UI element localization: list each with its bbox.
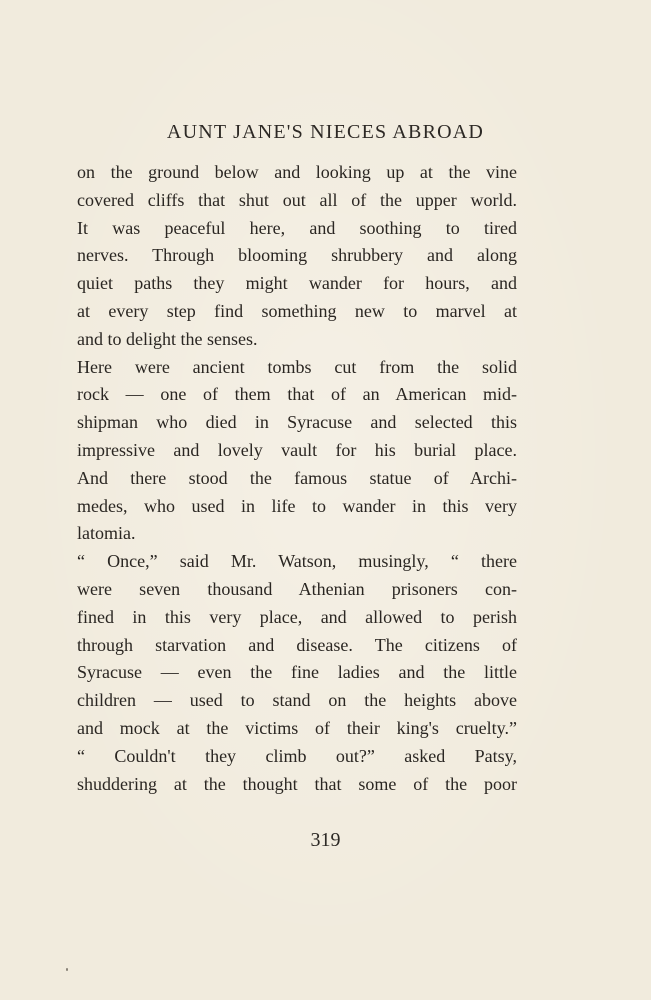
text-line: rock — one of them that of an American mid- [77, 384, 517, 405]
text-line: Syracuse — even the fine ladies and the little [77, 662, 517, 683]
text-line: quiet paths they might wander for hours, and [77, 273, 517, 294]
text-line: shipman who died in Syracuse and selected this [77, 412, 517, 433]
paper-speck [66, 968, 68, 971]
text-line: on the ground below and looking up at the vine [77, 162, 517, 182]
text-line: impressive and lovely vault for his burial place. [77, 439, 517, 460]
text-line: nerves. Through blooming shrubbery and along [77, 245, 517, 266]
text-line: latomia. [77, 523, 136, 544]
text-line: covered cliffs that shut out all of the upper world. [77, 189, 517, 210]
text-line: and to delight the senses. [77, 328, 258, 349]
page-number: 319 [310, 829, 341, 851]
body-text [77, 159, 517, 798]
text-line: It was peaceful here, and soothing to tired [77, 217, 517, 238]
text-line: at every step find something new to marvel at [77, 300, 517, 321]
text-line: “ Couldn't they climb out?” asked Patsy, [77, 745, 517, 766]
text-line: through starvation and disease. The citizens of [77, 634, 517, 655]
text-line: fined in this very place, and allowed to perish [77, 606, 517, 627]
text-line: “ Once,” said Mr. Watson, musingly, “ there [77, 551, 517, 572]
text-line: And there stood the famous statue of Archi- [77, 467, 517, 488]
running-head: AUNT JANE'S NIECES ABROAD [166, 121, 485, 143]
text-line: shuddering at the thought that some of the poor [77, 773, 517, 794]
text-line: medes, who used in life to wander in this very [77, 495, 517, 516]
text-line: and mock at the victims of their king's cruelty.” [77, 717, 517, 738]
text-line: Here were ancient tombs cut from the solid [77, 356, 517, 377]
text-line: children — used to stand on the heights above [77, 690, 517, 711]
text-line: were seven thousand Athenian prisoners con- [77, 578, 517, 599]
